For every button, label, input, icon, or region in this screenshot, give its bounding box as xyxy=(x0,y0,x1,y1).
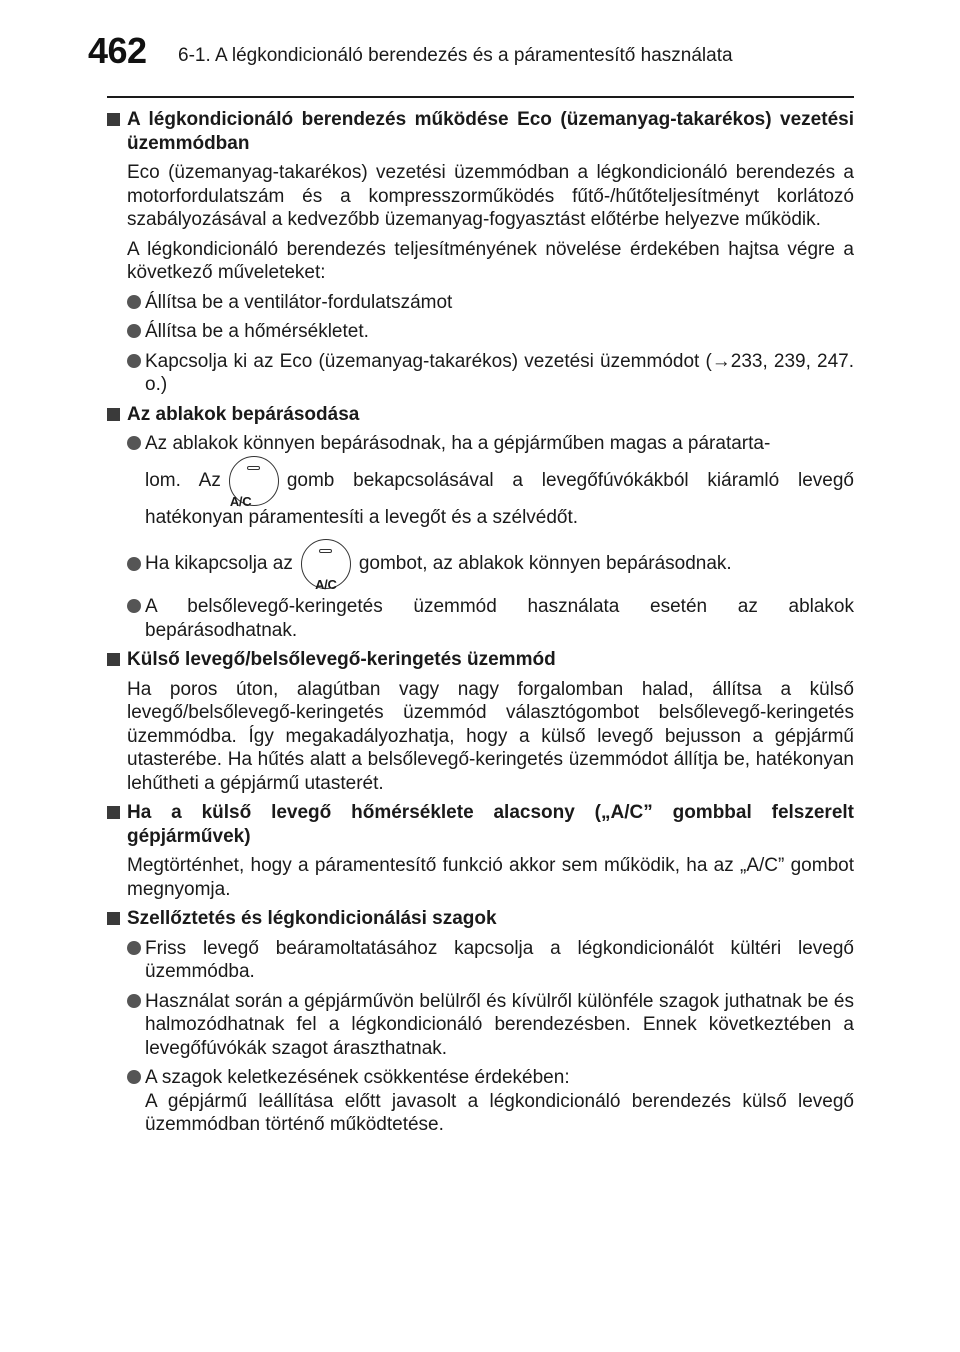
heading-square-icon xyxy=(107,806,120,819)
list-item xyxy=(107,432,854,529)
list-item xyxy=(107,320,854,344)
chapter-title: 6-1. A légkondicionáló berendezés és a páramentesítő használata xyxy=(178,45,733,66)
list-item-text: A belsőlevegő-keringetés üzemmód használata esetén az ablakok bepárásodhatnak. xyxy=(145,596,854,641)
heading-text: A légkondicionáló berendezés működése Eco (üzemanyag-takarékos) vezetési üzemmódban xyxy=(127,109,854,154)
section-low-temperature xyxy=(107,801,854,901)
heading-text: Az ablakok bepárásodása xyxy=(127,403,360,425)
section-heading xyxy=(107,801,854,848)
section-heading xyxy=(107,907,854,931)
list-item xyxy=(107,937,854,984)
bullet-icon xyxy=(127,1070,141,1084)
bullet-icon xyxy=(127,354,141,368)
heading-square-icon xyxy=(107,408,120,421)
heading-square-icon xyxy=(107,912,120,925)
section-heading xyxy=(107,403,854,427)
section-heading xyxy=(107,648,854,672)
ac-button-label: A/C xyxy=(229,493,252,509)
list-item-text: hatékonyan páramentesíti a levegőt és a szélvédőt. xyxy=(145,506,579,528)
section-heading xyxy=(107,108,854,155)
bullet-icon xyxy=(127,295,141,309)
heading-text: Külső levegő/belsőlevegő-keringetés üzemmód xyxy=(127,649,556,671)
list-item-text: A gépjármű leállítása előtt javasolt a légkondicionáló berendezés külső levegő üzemmódban történő működtetése. xyxy=(145,1090,854,1136)
text-after-button: gombot, az ablakok könnyen bepárásodnak. xyxy=(358,553,732,575)
section-eco xyxy=(107,108,854,397)
list-item-text: Kapcsolja ki az Eco (üzemanyag-takarékos) vezetési üzemmódot (→233, 239, 247. o.) xyxy=(145,350,854,395)
paragraph: A légkondicionáló berendezés teljesítményének növelése érdekében hajtsa végre a következő műveleteket: xyxy=(127,238,854,283)
header-divider xyxy=(107,96,854,98)
ac-button-figure xyxy=(301,539,351,593)
heading-square-icon xyxy=(107,653,120,666)
ac-button-figure xyxy=(229,456,279,509)
text-before-button: Ha kikapcsolja az xyxy=(145,553,293,575)
page-content xyxy=(107,108,854,1143)
section-recirculation xyxy=(107,648,854,795)
page-number: 462 xyxy=(88,30,147,71)
bullet-icon xyxy=(127,994,141,1008)
text-after-button: gomb bekapcsolásával a levegőfúvókákból kiáramló levegő xyxy=(286,469,854,491)
list-item-text-with-button xyxy=(145,456,854,509)
ac-button-icon xyxy=(229,456,279,509)
paragraph: Eco (üzemanyag-takarékos) vezetési üzemmódban a légkondicionáló berendezés a motorfordulatszám és a kompresszorműködés fűtő-/hűtőteljesítményt korlátozó szabályozásával a kedvezőbb üzemanyag-fogyasztást előtérbe helyezve működik. xyxy=(127,162,854,230)
list-item-text: Állítsa be a hőmérsékletet. xyxy=(145,321,369,342)
list-item xyxy=(107,539,854,593)
list-item-text: Használat során a gépjárművön belülről és kívülről különféle szagok juthatnak be és halmozódhatnak fel a légkondicionáló berendezésben. Ennek következtében a levegőfúvókák szagot áraszthatnak. xyxy=(145,990,854,1059)
list-item xyxy=(107,350,854,397)
ac-led-indicator xyxy=(319,549,332,553)
ac-button-label: A/C xyxy=(315,577,337,593)
paragraph: Ha poros úton, alagútban vagy nagy forgalomban halad, állítsa a külső levegő/belsőlevegő-keringetés üzemmód választógombot belsőlevegő-keringetés üzemmódba. Így megakadályozhatja, hogy a külső levegő bejusson a gépjármű utasterébe. Ha hűtés alatt a belsőlevegő-keringetés üzemmódot állítja be, hatékonyan lehűtheti a gépjármű utasterét. xyxy=(127,678,854,794)
text-before-button: lom. Az xyxy=(145,469,221,491)
bullet-icon xyxy=(127,941,141,955)
list-item-text: A szagok keletkezésének csökkentése érdekében: xyxy=(145,1067,570,1089)
ac-led-indicator xyxy=(247,466,260,470)
list-item xyxy=(107,595,854,642)
bullet-icon xyxy=(127,599,141,613)
list-item-text: Az ablakok könnyen bepárásodnak, ha a gépjárműben magas a páratarta- xyxy=(145,433,771,454)
section-window-fog xyxy=(107,403,854,643)
section-odors xyxy=(107,907,854,1137)
heading-square-icon xyxy=(107,113,120,126)
ac-button-icon xyxy=(301,539,351,593)
list-item xyxy=(107,990,854,1061)
bullet-icon xyxy=(127,436,141,450)
list-item-text: Friss levegő beáramoltatásához kapcsolja a légkondicionálót kültéri levegő üzemmódba. xyxy=(145,937,854,983)
page-header xyxy=(0,0,960,80)
list-item-text: Állítsa be a ventilátor-fordulatszámot xyxy=(145,291,453,313)
list-item xyxy=(107,1066,854,1137)
bullet-icon xyxy=(127,557,141,571)
heading-text: Ha a külső levegő hőmérséklete alacsony („A/C” gombbal felszerelt gépjárművek) xyxy=(127,802,854,847)
paragraph: Megtörténhet, hogy a páramentesítő funkció akkor sem működik, ha az „A/C” gombot megnyomja. xyxy=(127,855,854,900)
list-item xyxy=(107,291,854,315)
bullet-icon xyxy=(127,324,141,338)
heading-text: Szellőztetés és légkondicionálási szagok xyxy=(127,908,497,930)
